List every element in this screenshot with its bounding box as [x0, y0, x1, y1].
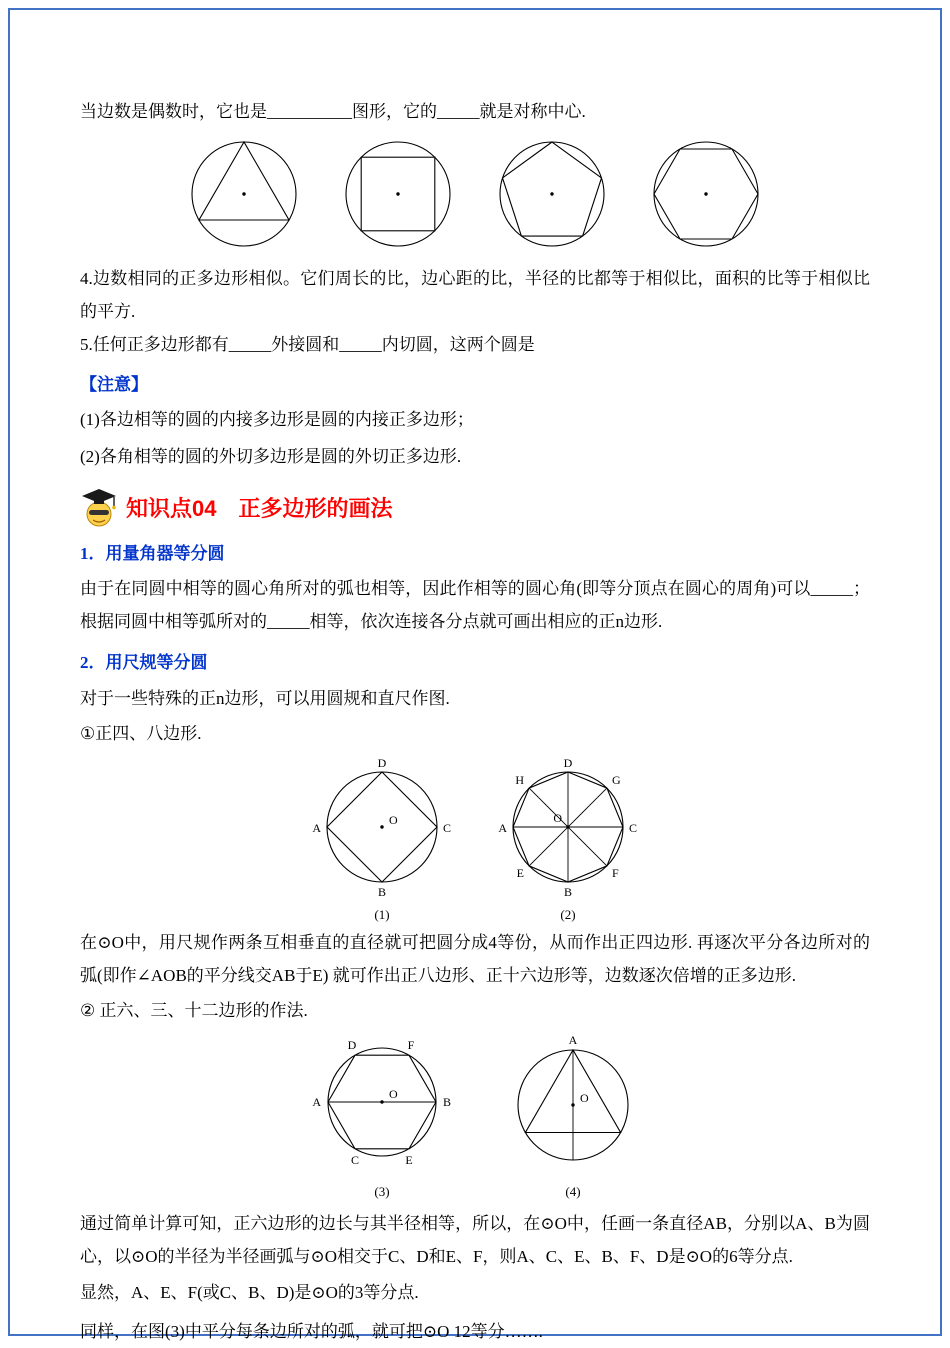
center-dot	[242, 192, 245, 195]
center-label-o: O	[553, 810, 562, 825]
center-dot	[550, 192, 553, 195]
vertex-label-a: A	[568, 1033, 578, 1048]
vertex-label-d: D	[563, 755, 573, 770]
vertex-label-b: B	[377, 884, 387, 899]
intro-line: 当边数是偶数时，它也是__________图形，它的_____就是对称中心.	[80, 102, 586, 121]
hexagon-triangle-figures-row	[80, 1029, 870, 1201]
vertex-label-f: F	[612, 865, 619, 880]
vertex-label-c: C	[350, 1153, 360, 1168]
vertex-label-d: D	[377, 755, 387, 770]
center-dot	[380, 825, 383, 828]
figure-1-square-in-circle	[297, 752, 467, 924]
figure-inscribed-square	[338, 136, 458, 250]
figure-4-triangle-in-circle	[488, 1029, 658, 1201]
vertex-label-a: A	[498, 820, 507, 835]
note-point-1: (1)各边相等的圆的内接多边形是圆的内接正多边形；	[80, 409, 474, 429]
subheading-protractor: 1．用量角器等分圆	[80, 543, 225, 563]
figure-inscribed-hexagon	[646, 136, 766, 250]
center-label-o: O	[389, 1087, 398, 1102]
center-dot	[396, 192, 399, 195]
note-point-2: (2)各角相等的圆的外切多边形是圆的外切正多边形.	[80, 446, 462, 466]
vertex-label-a: A	[312, 820, 321, 835]
square-octagon-figures-row	[80, 752, 870, 924]
paragraph-twelve-division: 同样，在图(3)中平分每条边所对的弧，就可把⊙O 12等分…….	[80, 1321, 543, 1341]
vertex-label-h: H	[515, 772, 524, 787]
item-4: 4.边数相同的正多边形相似。它们周长的比，边心距的比，半径的比都等于相似比，面积的比等于相似比的平方.	[80, 269, 870, 322]
paragraph-compass-intro: 对于一些特殊的正n边形，可以用圆规和直尺作图.	[80, 688, 450, 708]
figure-inscribed-triangle	[184, 136, 304, 250]
graduate-cap-icon	[80, 487, 118, 529]
paragraph-protractor: 由于在同圆中相等的圆心角所对的弧也相等，因此作相等的圆心角(即等分顶点在圆心的周角)可以_____；根据同圆中相等弧所对的_____相等，依次连接各分点就可画出相应的正n边形.	[80, 579, 870, 632]
center-label-o: O	[389, 812, 398, 827]
center-dot	[566, 825, 569, 828]
vertex-label-b: B	[563, 884, 573, 899]
method-1-title: ①正四、八边形.	[80, 723, 202, 743]
figure-caption: (3)	[374, 1184, 390, 1200]
center-dot	[571, 1104, 574, 1107]
center-dot	[704, 192, 707, 195]
vertex-label-b: B	[443, 1095, 452, 1110]
paragraph-square-octagon: 在⊙O中，用尺规作两条互相垂直的直径就可把圆分成4等份，从而作出正四边形. 再逐次平分各边所对的弧(即作∠AOB的平分线交AB于E) 就可作出正八边形、正十六边形等，边数逐次倍增的正多边形.	[80, 932, 870, 985]
vertex-label-a: A	[312, 1095, 321, 1110]
knowledge-point-heading	[80, 487, 870, 529]
center-dot	[380, 1101, 383, 1104]
item-5: 5.任何正多边形都有_____外接圆和_____内切圆，这两个圆是	[80, 335, 535, 355]
vertex-label-c: C	[629, 820, 638, 835]
note-label: 【注意】	[80, 374, 148, 394]
figure-caption: (4)	[565, 1184, 581, 1200]
vertex-label-g: G	[612, 772, 621, 787]
figure-inscribed-pentagon	[492, 136, 612, 250]
vertex-label-d: D	[347, 1038, 357, 1053]
figure-caption: (2)	[560, 906, 576, 922]
figure-caption: (1)	[374, 906, 390, 922]
figure-3-hexagon-in-circle	[292, 1029, 472, 1201]
vertex-label-f: F	[407, 1038, 415, 1053]
knowledge-point-title: 知识点04 正多边形的画法	[126, 496, 393, 522]
paragraph-three-division: 显然，A、E、F(或C、B、D)是⊙O的3等分点.	[80, 1282, 419, 1302]
center-label-o: O	[580, 1091, 589, 1106]
vertex-label-e: E	[516, 865, 524, 880]
inscribed-polygons-row	[80, 136, 870, 250]
paragraph-hexagon-construction: 通过简单计算可知，正六边形的边长与其半径相等，所以，在⊙O中，任画一条直径AB，分别以A、B为圆心，以⊙O的半径为半径画弧与⊙O相交于C、D和E、F，则A、C、E、B、F、D是⊙O的6等分点.	[80, 1214, 870, 1267]
vertex-label-e: E	[405, 1153, 413, 1168]
method-2-title: ② 正六、三、十二边形的作法.	[80, 1001, 308, 1021]
subheading-compass: 2．用尺规等分圆	[80, 653, 208, 673]
figure-2-octagon-in-circle	[483, 752, 653, 924]
vertex-label-c: C	[443, 820, 452, 835]
